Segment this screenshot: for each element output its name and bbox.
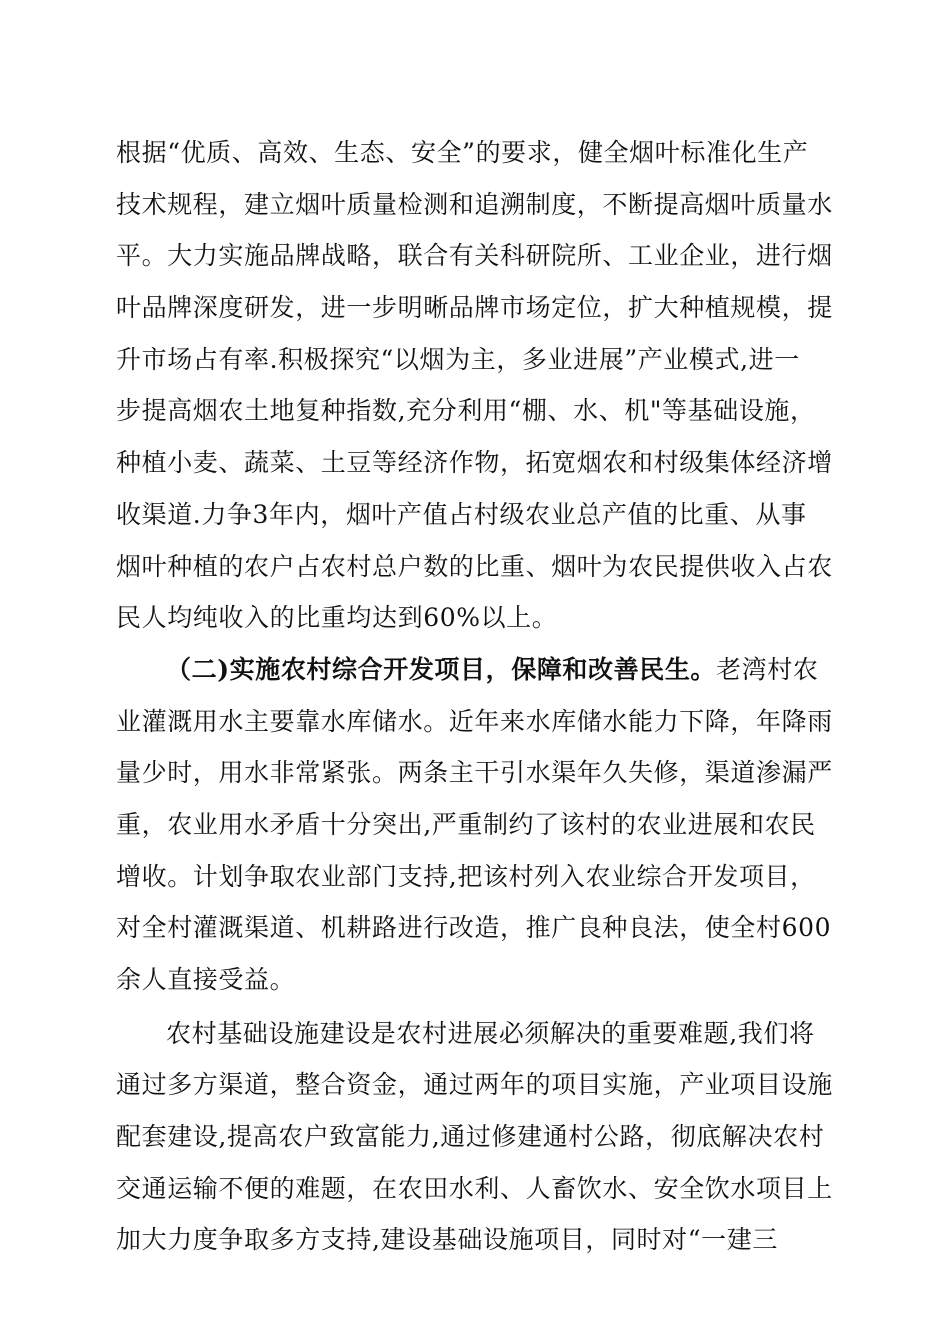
document-body (116, 127, 836, 1266)
text-line: 平。大力实施品牌战略，联合有关科研院所、工业企业，进行烟 (116, 241, 833, 271)
text-line: 加大力度争取多方支持,建设基础设施项目，同时对“一建三 (116, 1225, 778, 1255)
text-line: 量少时，用水非常紧张。两条主干引水渠年久失修，渠道渗漏严 (116, 758, 833, 788)
text-line: 烟叶种植的农户占农村总户数的比重、烟叶为农民提供收入占农 (116, 551, 833, 581)
text-line: 通过多方渠道，整合资金，通过两年的项目实施，产业项目设施 (116, 1070, 833, 1100)
text-line: 配套建设,提高农户致富能力,通过修建通村公路，彻底解决农村 (116, 1122, 825, 1152)
heading-line-rest: 老湾村农 (716, 654, 819, 684)
text-line: 民人均纯收入的比重均达到60%以上。 (116, 603, 558, 633)
text-line: 增收。计划争取农业部门支持,把该村列入农业综合开发项目， (116, 861, 816, 891)
text-line: 业灌溉用水主要靠水库储水。近年来水库储水能力下降，年降雨 (116, 706, 833, 736)
text-line-with-heading (116, 644, 836, 696)
text-line: 农村基础设施建设是农村进展必须解决的重要难题,我们将 (166, 1018, 815, 1048)
text-line: 对全村灌溉渠道、机耕路进行改造，推广良种良法，使全村600 (116, 913, 832, 943)
paragraph-rural-development (116, 644, 836, 1006)
text-line: 根据“优质、高效、生态、安全”的要求，健全烟叶标准化生产 (116, 138, 809, 167)
text-line: 种植小麦、蔬菜、土豆等经济作物，拓宽烟农和村级集体经济增 (116, 448, 833, 478)
text-line: 步提高烟农土地复种指数,充分利用“棚、水、机"等基础设施， (116, 396, 816, 426)
text-line: 叶品牌深度研发，进一步明晰品牌市场定位，扩大种植规模，提 (116, 293, 833, 323)
paragraph-infrastructure (116, 1008, 836, 1266)
text-line: 收渠道.力争3年内，烟叶产值占村级农业总产值的比重、从事 (116, 499, 807, 529)
section-heading: （二)实施农村综合开发项目，保障和改善民生。 (166, 654, 717, 684)
paragraph-quality-branding (116, 127, 836, 644)
text-line: 余人直接受益。 (116, 965, 296, 994)
text-line: 交通运输不便的难题，在农田水利、人畜饮水、安全饮水项目上 (116, 1173, 833, 1203)
text-line: 重，农业用水矛盾十分突出,严重制约了该村的农业进展和农民 (116, 809, 816, 839)
text-line: 升市场占有率.积极探究“以烟为主，多业进展”产业模式,进一 (116, 344, 800, 374)
text-line: 技术规程，建立烟叶质量检测和追溯制度，不断提高烟叶质量水 (116, 189, 833, 219)
